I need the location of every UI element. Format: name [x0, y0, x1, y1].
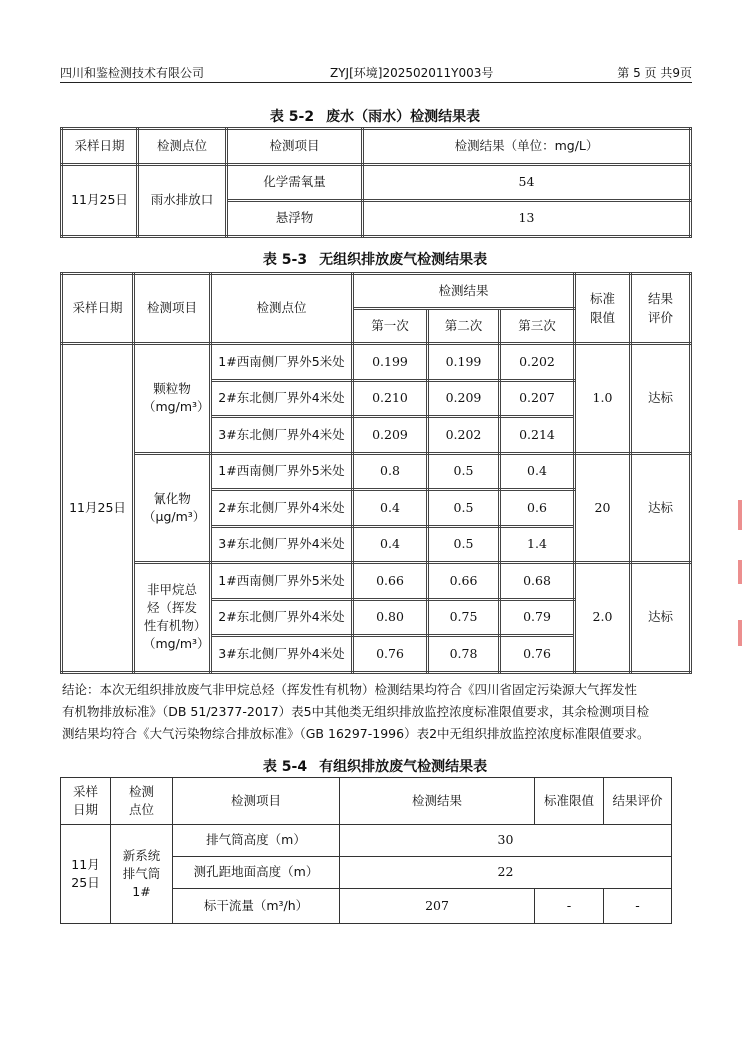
sample-date: 11月25日	[62, 344, 134, 673]
value-cell: 0.210	[353, 380, 428, 417]
stamp-mark	[738, 500, 742, 530]
site-cell: 1#西南侧厂界外5米处	[211, 563, 353, 600]
col-eval: 结果评价	[604, 778, 672, 825]
table-5-2	[60, 127, 692, 238]
item-cell: 化学需氧量	[227, 165, 363, 201]
value-cell: 0.6	[500, 490, 575, 527]
value-cell: 0.4	[500, 453, 575, 490]
limit-cell: -	[535, 889, 604, 924]
value-cell: 0.66	[428, 563, 500, 600]
site-cell: 2#东北侧厂界外4米处	[211, 380, 353, 417]
value-cell: 0.199	[428, 344, 500, 381]
col-item: 检测项目	[227, 129, 363, 165]
eval-cell: 达标	[631, 563, 691, 673]
limit-cell: 20	[575, 453, 631, 563]
col-result: 检测结果	[340, 778, 535, 825]
value-cell: 0.5	[428, 453, 500, 490]
col-date: 采样日期	[61, 778, 111, 825]
item-cell: 排气筒高度（m）	[173, 825, 340, 857]
page-number: 第 5 页 共9页	[617, 66, 692, 80]
col-date: 采样日期	[62, 129, 138, 165]
item-name: 颗粒物（mg/m³）	[134, 344, 211, 454]
col-limit: 标准限值	[575, 274, 631, 344]
site-cell: 2#东北侧厂界外4米处	[211, 490, 353, 527]
col-eval: 结果评价	[631, 274, 691, 344]
sample-site: 雨水排放口	[138, 165, 227, 237]
value-cell: 0.4	[353, 490, 428, 527]
table-5-4	[60, 777, 672, 924]
value-cell: 0.78	[428, 636, 500, 673]
value-cell: 0.4	[353, 526, 428, 563]
result-cell: 30	[340, 825, 672, 857]
col-site: 检测点位	[211, 274, 353, 344]
table-5-2-title: 表 5-2 废水（雨水）检测结果表	[269, 109, 481, 125]
item-cell: 悬浮物	[227, 201, 363, 237]
item-name: 氰化物（μg/m³）	[134, 453, 211, 563]
value-cell: 0.66	[353, 563, 428, 600]
col-result: 检测结果	[353, 274, 575, 309]
value-cell: 0.202	[428, 417, 500, 454]
result-cell: 207	[340, 889, 535, 924]
table-5-3	[60, 272, 692, 674]
item-name: 非甲烷总烃（挥发性有机物）（mg/m³）	[134, 563, 211, 673]
value-cell: 0.79	[500, 599, 575, 636]
sample-date: 11月25日	[61, 825, 111, 924]
site-cell: 1#西南侧厂界外5米处	[211, 453, 353, 490]
site-cell: 1#西南侧厂界外5米处	[211, 344, 353, 381]
conclusion-line: 测结果均符合《大气污染物综合排放标准》（GB 16297-1996）表2中无组织排放监控浓度标准限值要求。	[62, 726, 650, 741]
table-5-4-title: 表 5-4 有组织排放废气检测结果表	[262, 759, 488, 775]
result-cell: 13	[363, 201, 691, 237]
item-cell: 标干流量（m³/h）	[173, 889, 340, 924]
sample-date: 11月25日	[62, 165, 138, 237]
conclusion-text	[62, 679, 694, 745]
site-cell: 3#东北侧厂界外4米处	[211, 636, 353, 673]
value-cell: 0.207	[500, 380, 575, 417]
value-cell: 0.76	[353, 636, 428, 673]
stamp-mark	[738, 560, 742, 584]
result-cell: 22	[340, 857, 672, 889]
result-cell: 54	[363, 165, 691, 201]
limit-cell: 2.0	[575, 563, 631, 673]
limit-cell: 1.0	[575, 344, 631, 454]
eval-cell: 达标	[631, 453, 691, 563]
eval-cell: 达标	[631, 344, 691, 454]
col-limit: 标准限值	[535, 778, 604, 825]
item-cell: 测孔距地面高度（m）	[173, 857, 340, 889]
company-name: 四川和鉴检测技术有限公司	[60, 66, 205, 80]
sample-site: 新系统排气筒1#	[111, 825, 173, 924]
value-cell: 0.209	[353, 417, 428, 454]
col-second: 第二次	[428, 309, 500, 344]
col-site: 检测点位	[111, 778, 173, 825]
report-number: ZYJ[环境]202502011Y003号	[330, 66, 494, 80]
value-cell: 0.5	[428, 490, 500, 527]
value-cell: 0.214	[500, 417, 575, 454]
site-cell: 3#东北侧厂界外4米处	[211, 526, 353, 563]
stamp-mark	[738, 620, 742, 646]
value-cell: 0.76	[500, 636, 575, 673]
value-cell: 1.4	[500, 526, 575, 563]
col-site: 检测点位	[138, 129, 227, 165]
value-cell: 0.80	[353, 599, 428, 636]
site-cell: 2#东北侧厂界外4米处	[211, 599, 353, 636]
value-cell: 0.8	[353, 453, 428, 490]
value-cell: 0.209	[428, 380, 500, 417]
table-5-3-title: 表 5-3 无组织排放废气检测结果表	[262, 252, 488, 268]
col-item: 检测项目	[173, 778, 340, 825]
conclusion-line: 结论：本次无组织排放废气非甲烷总烃（挥发性有机物）检测结果均符合《四川省固定污染源大气挥发性	[62, 682, 638, 697]
conclusion-line: 有机物排放标准》（DB 51/2377-2017）表5中其他类无组织排放监控浓度标准限值要求，其余检测项目检	[62, 704, 650, 719]
value-cell: 0.5	[428, 526, 500, 563]
page-header	[60, 62, 692, 83]
col-item: 检测项目	[134, 274, 211, 344]
col-third: 第三次	[500, 309, 575, 344]
col-date: 采样日期	[62, 274, 134, 344]
value-cell: 0.75	[428, 599, 500, 636]
value-cell: 0.68	[500, 563, 575, 600]
col-first: 第一次	[353, 309, 428, 344]
eval-cell: -	[604, 889, 672, 924]
value-cell: 0.199	[353, 344, 428, 381]
site-cell: 3#东北侧厂界外4米处	[211, 417, 353, 454]
col-result: 检测结果（单位：mg/L）	[363, 129, 691, 165]
value-cell: 0.202	[500, 344, 575, 381]
